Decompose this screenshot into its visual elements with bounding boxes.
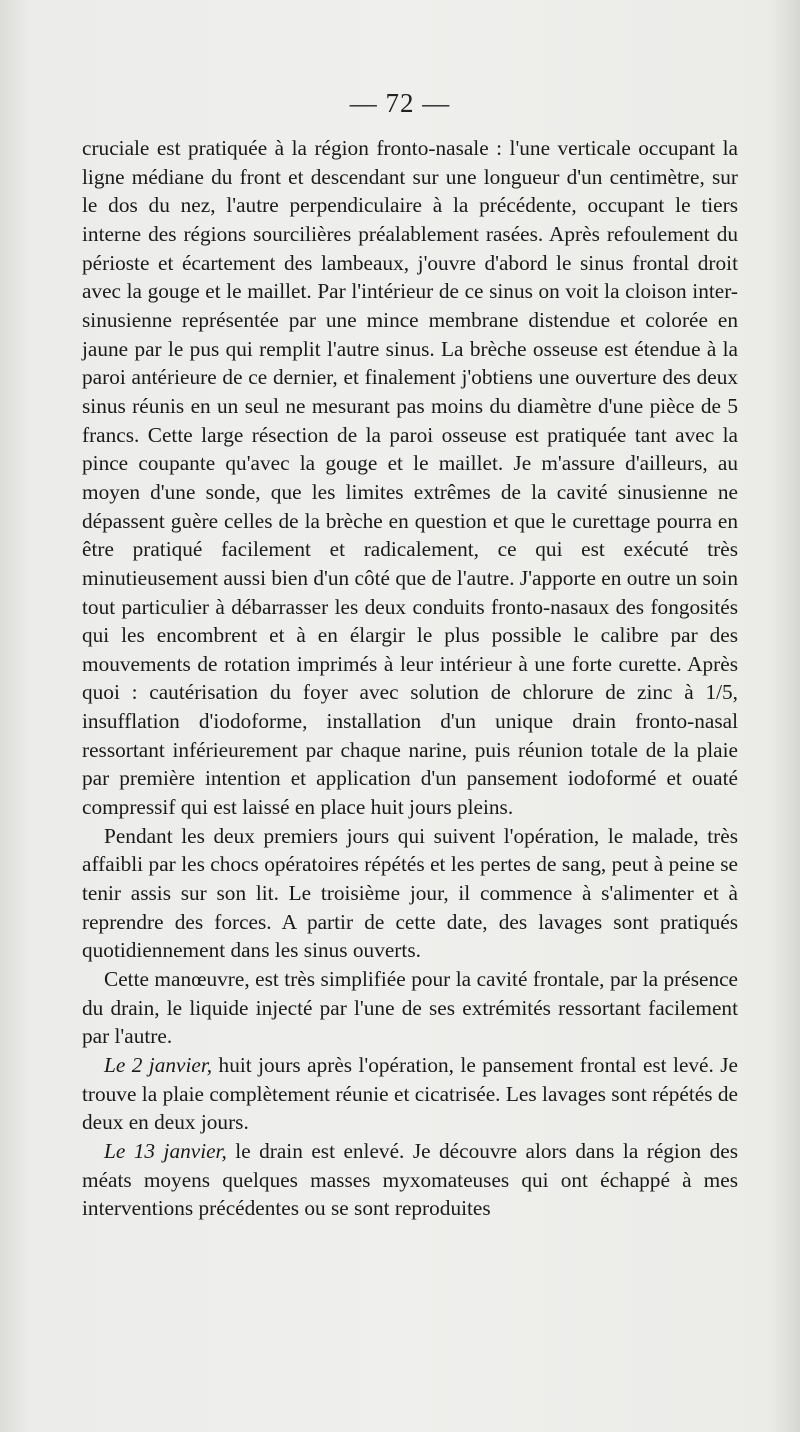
body-text [82,134,738,1223]
paragraph-2: Pendant les deux premiers jours qui suivent l'opération, le malade, très affaibli par les chocs opératoires répétés et les pertes de sang, peut à peine se tenir assis sur son lit. Le troisième jour, il commence à s'alimenter et à reprendre des forces. A partir de cette date, des lavages sont pratiqués quotidiennement dans les sinus ouverts. [82,823,738,963]
date-2-janvier: Le 2 janvier, [104,1053,213,1077]
paragraph-3: Cette manœuvre, est très simplifiée pour la cavité frontale, par la présence du drain, le liquide injecté par l'une de ses extrémités ressortant facilement par l'autre. [82,967,738,1049]
paragraph-1: cruciale est pratiquée à la région fronto-nasale : l'une verticale occupant la ligne médiane du front et descendant sur une longueur d'un centimètre, sur le dos du nez, l'autre perpendiculaire à la précédente, occupant le tiers interne des régions sourcilières préalablement rasées. Après refoulement du périoste et écartement des lambeaux, j'ouvre d'abord le sinus frontal droit avec la gouge et le maillet. Par l'intérieur de ce sinus on voit la cloison inter-sinusienne représentée par une mince membrane distendue et colorée en jaune par le pus qui remplit l'autre sinus. La brèche osseuse est étendue à la paroi antérieure de ce dernier, et finalement j'obtiens une ouverture des deux sinus réunis en un seul ne mesurant pas moins du diamètre d'une pièce de 5 francs. Cette large résection de la paroi osseuse est pratiquée tant avec la pince coupante qu'avec la gouge et le maillet. Je m'assure d'ailleurs, au moyen d'une sonde, que les limites extrêmes de la cavité sinusienne ne dépassent guère celles de la brèche en question et que le curettage pourra en être pratiqué facilement et radicalement, ce qui est exécuté très minutieusement aussi bien d'un côté que de l'autre. J'apporte en outre un soin tout particulier à débarrasser les deux conduits fronto-nasaux des fongosités qui les encombrent et à en élargir le plus possible le calibre par des mouvements de rotation imprimés à leur intérieur à une forte curette. Après quoi : cautérisation du foyer avec solution de chlorure de zinc à 1/5, insufflation d'iodoforme, installation d'un unique drain fronto-nasal ressortant inférieurement par chaque narine, puis réunion totale de la plaie par première intention et application d'un pansement iodoformé et ouaté compressif qui est laissé en place huit jours pleins. [82,136,738,820]
paragraph-4: Le 2 janvier, huit jours après l'opération, le pansement frontal est levé. Je trouve la plaie complètement réunie et cicatrisée. Les lavages sont répétés de deux en deux jours. [82,1053,738,1135]
page-number: — 72 — [349,88,451,118]
paragraph-5: Le 13 janvier, le drain est enlevé. Je découvre alors dans la région des méats moyens quelques masses myxomateuses qui ont échappé à mes interventions précédentes ou se sont reproduites [82,1138,738,1221]
date-13-janvier: Le 13 janvier, [104,1138,227,1163]
